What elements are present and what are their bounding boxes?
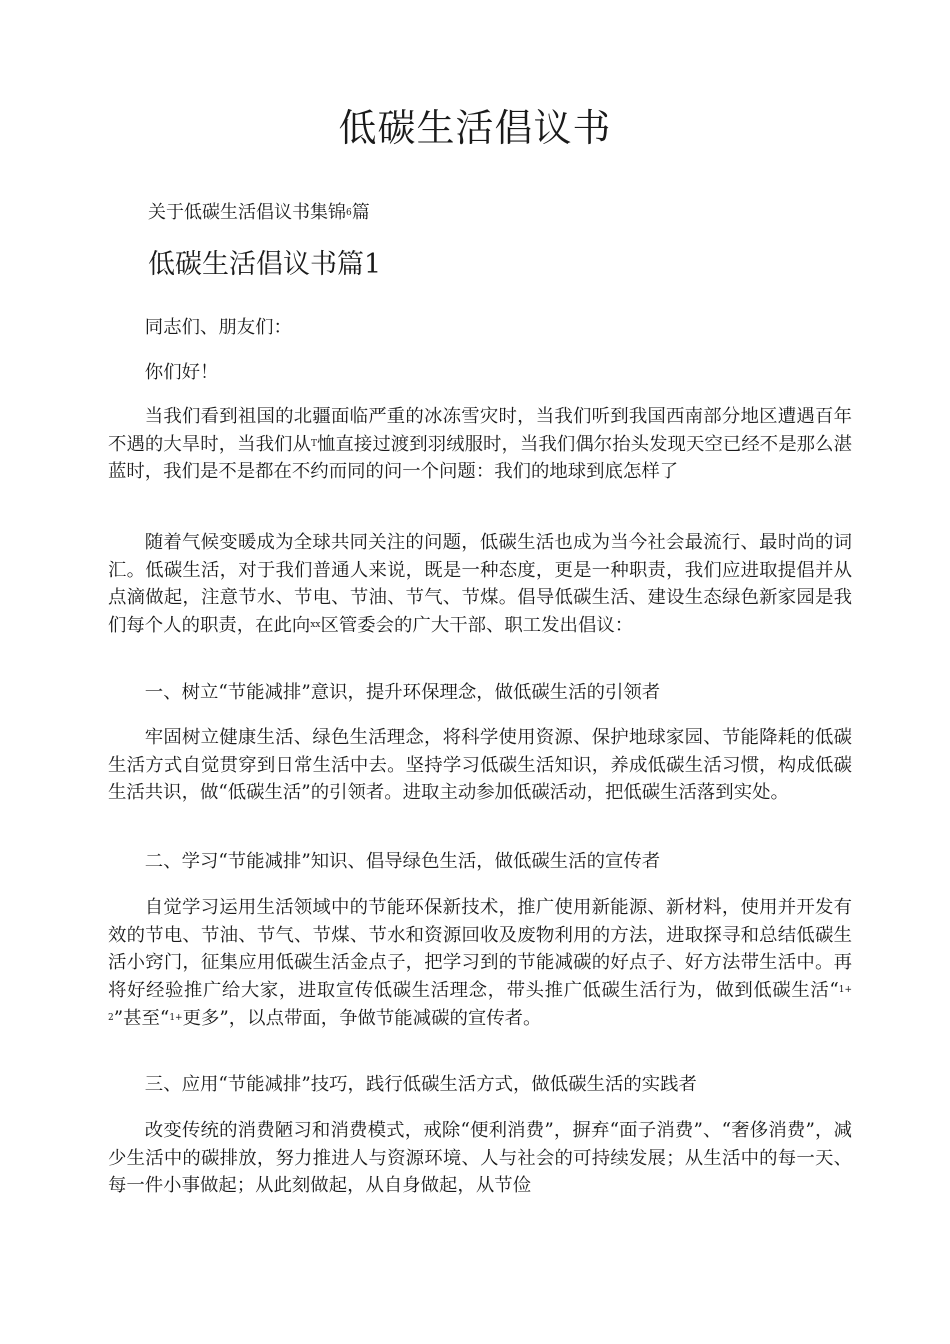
paragraph-4-small-2: 1+ xyxy=(169,1012,183,1023)
section-title: 低碳生活倡议书篇1 xyxy=(148,249,382,280)
paragraph-2 xyxy=(108,529,852,640)
subtitle-count: 6 xyxy=(346,208,352,218)
subtitle-suffix: 篇 xyxy=(351,202,370,223)
heading-1: 一、树立“节能减排”意识，提升环保理念，做低碳生活的引领者 xyxy=(144,682,661,703)
heading-3: 三、应用“节能减排”技巧，践行低碳生活方式，做低碳生活的实践者 xyxy=(144,1074,697,1095)
greeting: 同志们、朋友们： xyxy=(144,317,292,338)
paragraph-4-text-b: ”甚至“ xyxy=(113,1007,170,1029)
paragraph-1-small: T xyxy=(310,438,317,449)
paragraph-4-text-a: 自觉学习运用生活领域中的节能环保新技术，推广使用新能源、新材料，使用并开发有效的节电、节油、节气、节煤、节水和资源回收及废物利用的方法，进取探寻和总结低碳生活小窍门，征集应用低碳生活金点子，把学习到的节能减碳的好点子、好方法带生活中。再将好经验推广给大家，进取宣传低碳生活理念，带头推广低碳生活行为，做到低碳生活“ xyxy=(108,897,852,1001)
hello-line: 你们好！ xyxy=(144,362,219,383)
paragraph-2-text-a: 随着气候变暖成为全球共同关注的问题，低碳生活也成为当今社会最流行、最时尚的词汇。低碳生活，对于我们普通人来说，既是一种态度，更是一种职责，我们应进取提倡并从点滴做起，注意节水、节电、节油、节气、节煤。倡导低碳生活、建设生态绿色新家园是我们每个人的职责，在此向 xyxy=(108,532,852,636)
paragraph-1-text-b: 恤直接过渡到羽绒服时，当我们偶尔抬头发现天空已经不是那么湛蓝时，我们是不是都在不约而同的问一个问题：我们的地球到底怎样了 xyxy=(108,433,852,483)
paragraph-5: 改变传统的消费陋习和消费模式，戒除“便利消费”，摒弃“面子消费”、“奢侈消费”，减少生活中的碳排放，努力推进人与资源环境、人与社会的可持续发展；从生活中的每一天、每一件小事做起；从此刻做起，从自身做起，从节俭 xyxy=(108,1120,852,1197)
paragraph-1-text-a: 当我们看到祖国的北疆面临严重的冰冻雪灾时，当我们听到我国西南部分地区遭遇百年不遇的大旱时，当我们从 xyxy=(108,406,852,455)
heading-2: 二、学习“节能减排”知识、倡导绿色生活，做低碳生活的宣传者 xyxy=(144,851,661,872)
paragraph-3: 牢固树立健康生活、绿色生活理念，将科学使用资源、保护地球家园、节能降耗的低碳生活方式自觉贯穿到日常生活中去。坚持学习低碳生活知识，养成低碳生活习惯，构成低碳生活共识，做“低碳生活”的引领者。进取主动参加低碳活动，把低碳生活落到实处。 xyxy=(108,727,852,804)
document-subtitle xyxy=(148,199,370,227)
document-title: 低碳生活倡议书 xyxy=(338,106,612,150)
paragraph-2-small: xx xyxy=(310,619,321,630)
paragraph-4-text-c: 更多”，以点带面，争做节能减碳的宣传者。 xyxy=(182,1007,542,1029)
paragraph-4-small-1: 1+2 xyxy=(108,984,852,1023)
paragraph-2-text-b: 区管委会的广大干部、职工发出倡议： xyxy=(320,614,634,636)
subtitle-text: 关于低碳生活倡议书集锦 xyxy=(148,202,346,223)
paragraph-1 xyxy=(108,403,852,486)
paragraph-4 xyxy=(108,894,852,1032)
